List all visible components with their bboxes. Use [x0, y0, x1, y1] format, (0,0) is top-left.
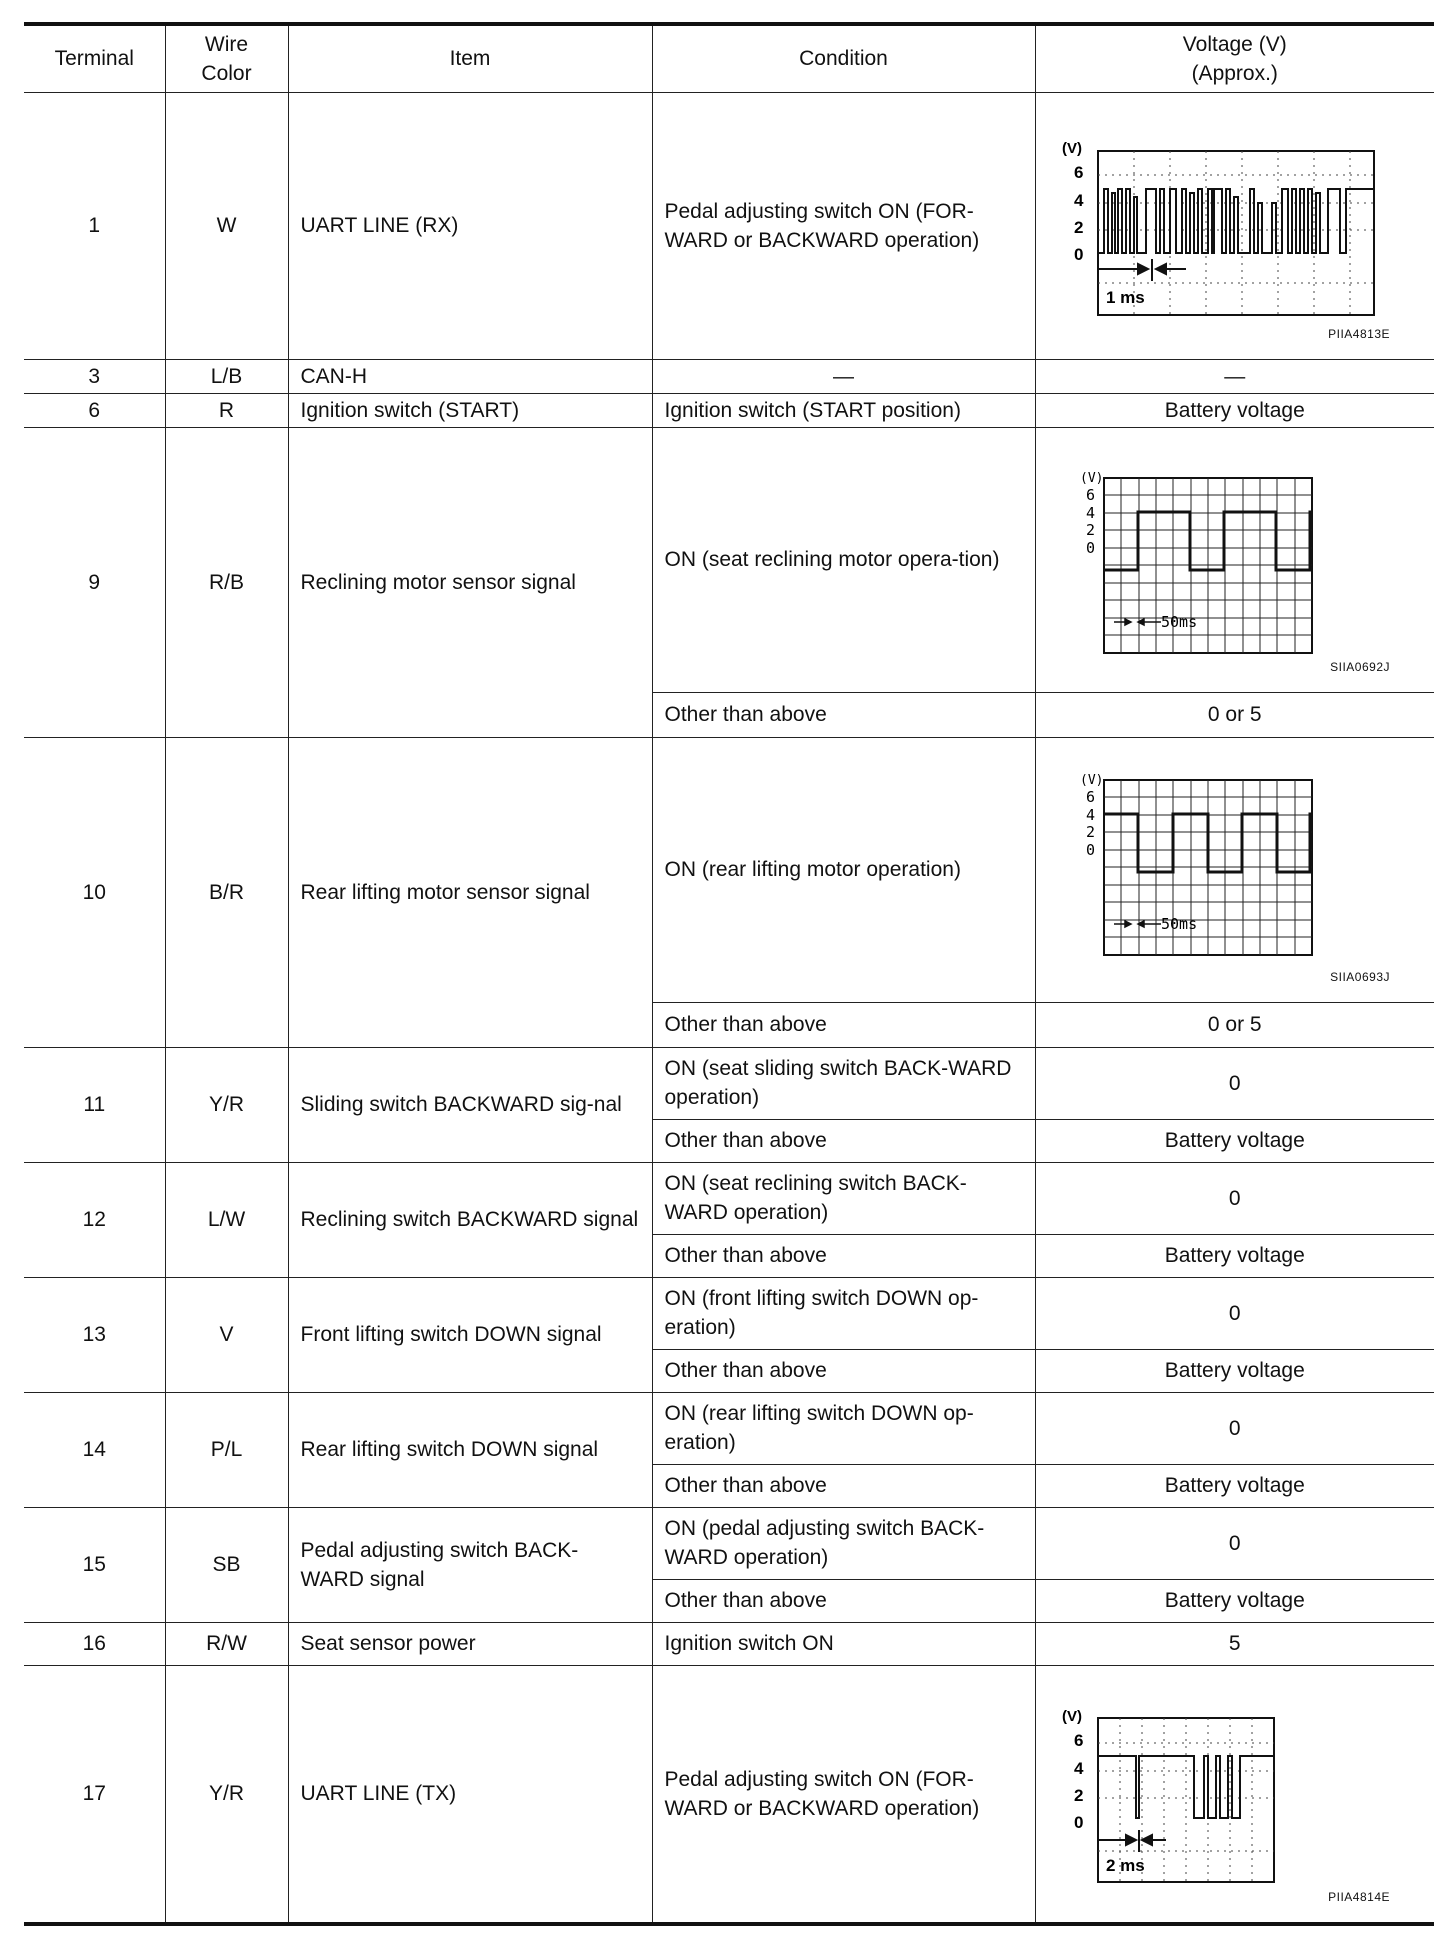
scope-unit-label: (V) [1079, 772, 1103, 788]
wire-color-cell: SB [165, 1507, 288, 1622]
condition-cell: Other than above [652, 692, 1035, 737]
header-voltage: Voltage (V) (Approx.) [1035, 24, 1434, 92]
condition-cell: Pedal adjusting switch ON (FOR-WARD or BACKWARD operation) [652, 92, 1035, 359]
header-row [24, 24, 1434, 92]
time-scale-label: 1 ms [1105, 287, 1145, 307]
time-scale-label: 2 ms [1105, 1855, 1145, 1875]
scope-tick-label: 6 [1073, 1730, 1083, 1750]
condition-cell: Ignition switch (START position) [652, 393, 1035, 427]
item-cell: Front lifting switch DOWN signal [288, 1277, 652, 1392]
time-scale-marker [1098, 259, 1186, 281]
condition-cell: ON (rear lifting switch DOWN op-eration) [652, 1392, 1035, 1464]
condition-cell: Other than above [652, 1579, 1035, 1622]
wire-color-cell: R [165, 393, 288, 427]
table-row [24, 1162, 1434, 1234]
scope-tick-label: 4 [1073, 1758, 1083, 1778]
wire-color-cell: R/W [165, 1622, 288, 1665]
figure-id: SIIA0693J [1330, 969, 1390, 984]
terminal-cell: 9 [24, 427, 165, 737]
table-row [24, 1665, 1434, 1924]
terminal-cell: 13 [24, 1277, 165, 1392]
wire-color-cell: L/B [165, 359, 288, 393]
scope-tick-label: 2 [1085, 520, 1095, 539]
table-row [24, 1277, 1434, 1349]
wire-color-cell: P/L [165, 1392, 288, 1507]
condition-cell: ON (seat reclining motor opera-tion) [652, 427, 1035, 692]
voltage-cell: 0 [1035, 1277, 1434, 1349]
condition-cell: Other than above [652, 1464, 1035, 1507]
table-row [24, 359, 1434, 393]
condition-cell: Other than above [652, 1234, 1035, 1277]
table-row [24, 1622, 1434, 1665]
condition-cell: ON (seat sliding switch BACK-WARD operation) [652, 1047, 1035, 1119]
wire-color-cell: R/B [165, 427, 288, 737]
terminal-cell: 6 [24, 393, 165, 427]
voltage-cell: Battery voltage [1035, 1349, 1434, 1392]
scope-tick-label: 0 [1073, 244, 1083, 264]
condition-cell: ON (rear lifting motor operation) [652, 737, 1035, 1002]
wire-color-cell: Y/R [165, 1665, 288, 1924]
voltage-cell: 0 [1035, 1392, 1434, 1464]
table-row [24, 1047, 1434, 1119]
item-cell: Sliding switch BACKWARD sig-nal [288, 1047, 652, 1162]
terminal-cell: 12 [24, 1162, 165, 1277]
table-row [24, 92, 1434, 359]
terminal-cell: 3 [24, 359, 165, 393]
scope-unit-label: (V) [1061, 139, 1082, 157]
condition-cell: Other than above [652, 1349, 1035, 1392]
condition-cell: Other than above [652, 1002, 1035, 1047]
item-cell: CAN-H [288, 359, 652, 393]
figure-id: PIIA4813E [1328, 326, 1390, 341]
table-row [24, 1507, 1434, 1579]
scope-unit-label: (V) [1079, 470, 1103, 486]
table-row [24, 427, 1434, 692]
scope-tick-label: 4 [1085, 503, 1095, 522]
waveform-cell [1035, 92, 1434, 359]
scope-tick-label: 4 [1073, 190, 1083, 210]
terminal-spec-table [24, 22, 1434, 1926]
terminal-cell: 1 [24, 92, 165, 359]
header-condition: Condition [652, 24, 1035, 92]
header-item: Item [288, 24, 652, 92]
condition-cell: Other than above [652, 1119, 1035, 1162]
condition-cell: Ignition switch ON [652, 1622, 1035, 1665]
wire-color-cell: B/R [165, 737, 288, 1047]
terminal-cell: 14 [24, 1392, 165, 1507]
table-row [24, 1392, 1434, 1464]
waveform-trace [1104, 814, 1312, 872]
scope-tick-label: 0 [1085, 538, 1095, 557]
item-cell: UART LINE (TX) [288, 1665, 652, 1924]
condition-cell: Pedal adjusting switch ON (FOR-WARD or BACKWARD operation) [652, 1665, 1035, 1924]
scope-tick-label: 4 [1085, 805, 1095, 824]
item-cell: Seat sensor power [288, 1622, 652, 1665]
scope-tick-label: 6 [1085, 485, 1095, 504]
scope-unit-label: (V) [1061, 1707, 1082, 1725]
table-row [24, 393, 1434, 427]
item-cell: Pedal adjusting switch BACK-WARD signal [288, 1507, 652, 1622]
wire-color-cell: Y/R [165, 1047, 288, 1162]
waveform-cell [1035, 1665, 1434, 1924]
voltage-cell: Battery voltage [1035, 1234, 1434, 1277]
scope-grid [1104, 478, 1312, 653]
item-cell: Reclining switch BACKWARD signal [288, 1162, 652, 1277]
voltage-cell: — [1035, 359, 1434, 393]
waveform-cell [1035, 427, 1434, 692]
voltage-cell: Battery voltage [1035, 1579, 1434, 1622]
header-wire-color: Wire Color [165, 24, 288, 92]
item-cell: Reclining motor sensor signal [288, 427, 652, 737]
scope-tick-label: 0 [1073, 1812, 1083, 1832]
scope-tick-label: 6 [1085, 787, 1095, 806]
wire-color-cell: W [165, 92, 288, 359]
terminal-cell: 15 [24, 1507, 165, 1622]
item-cell: Rear lifting switch DOWN signal [288, 1392, 652, 1507]
waveform-cell [1035, 737, 1434, 1002]
wire-color-cell: V [165, 1277, 288, 1392]
condition-cell: ON (pedal adjusting switch BACK-WARD operation) [652, 1507, 1035, 1579]
time-scale-label: 50ms [1160, 914, 1197, 933]
terminal-cell: 17 [24, 1665, 165, 1924]
time-scale-marker [1098, 1830, 1166, 1852]
header-terminal: Terminal [24, 24, 165, 92]
waveform-trace [1098, 1756, 1274, 1818]
condition-cell: — [652, 359, 1035, 393]
item-cell: Rear lifting motor sensor signal [288, 737, 652, 1047]
item-cell: Ignition switch (START) [288, 393, 652, 427]
table-row [24, 737, 1434, 1002]
scope-tick-label: 2 [1073, 217, 1083, 237]
scope-tick-label: 0 [1085, 840, 1095, 859]
voltage-cell: 0 [1035, 1162, 1434, 1234]
figure-id: PIIA4814E [1328, 1889, 1390, 1904]
condition-cell: ON (front lifting switch DOWN op-eration) [652, 1277, 1035, 1349]
scope-tick-label: 2 [1085, 822, 1095, 841]
terminal-cell: 16 [24, 1622, 165, 1665]
scope-tick-label: 2 [1073, 1785, 1083, 1805]
waveform-trace [1098, 189, 1374, 253]
voltage-cell: Battery voltage [1035, 1464, 1434, 1507]
voltage-cell: 0 [1035, 1507, 1434, 1579]
terminal-cell: 11 [24, 1047, 165, 1162]
scope-tick-label: 6 [1073, 162, 1083, 182]
voltage-cell: 0 or 5 [1035, 1002, 1434, 1047]
item-cell: UART LINE (RX) [288, 92, 652, 359]
voltage-cell: 0 or 5 [1035, 692, 1434, 737]
time-scale-label: 50ms [1160, 612, 1197, 631]
voltage-cell: 0 [1035, 1047, 1434, 1119]
voltage-cell: Battery voltage [1035, 1119, 1434, 1162]
terminal-cell: 10 [24, 737, 165, 1047]
voltage-cell: 5 [1035, 1622, 1434, 1665]
figure-id: SIIA0692J [1330, 659, 1390, 674]
voltage-cell: Battery voltage [1035, 393, 1434, 427]
condition-cell: ON (seat reclining switch BACK-WARD operation) [652, 1162, 1035, 1234]
wire-color-cell: L/W [165, 1162, 288, 1277]
